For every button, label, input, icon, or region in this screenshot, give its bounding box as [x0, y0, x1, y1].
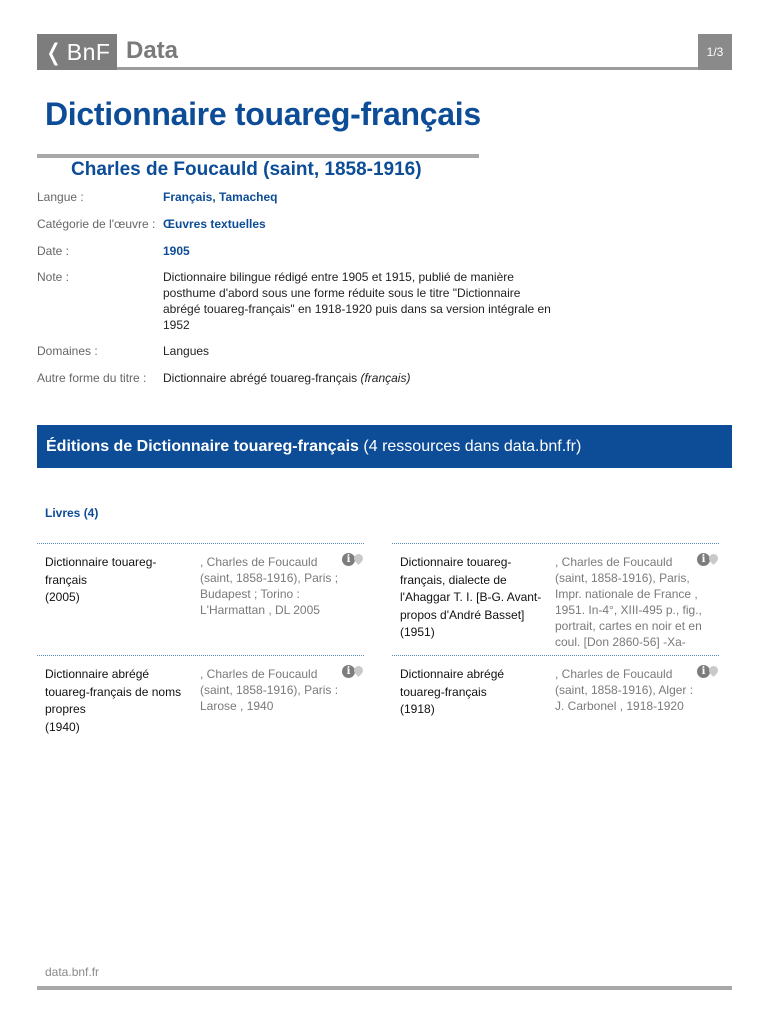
edition-year: (1918) — [400, 702, 435, 716]
bnf-logo-bracket: ❬ — [44, 39, 64, 65]
edition-card[interactable] — [37, 655, 364, 745]
categorie-link[interactable]: Œuvres textuelles — [163, 217, 266, 231]
edition-title-text: Dictionnaire abrégé touareg-français de noms propres — [45, 667, 182, 716]
edition-icons — [342, 553, 364, 567]
bnf-logo[interactable] — [37, 34, 117, 70]
title-divider — [37, 154, 479, 158]
editions-banner-count: (4 ressources dans data.bnf.fr) — [358, 438, 582, 455]
edition-title-text: Dictionnaire touareg-français, dialecte de l'Ahaggar T. I. [B-G. Avant-propos d'André Basset] — [400, 555, 542, 622]
edition-info: , Charles de Foucauld (saint, 1858-1916), Alger : J. Carbonel , 1918-1920 — [555, 667, 694, 713]
autre-titre-lang: (français) — [360, 371, 411, 385]
location-pin-icon[interactable] — [707, 664, 720, 677]
langue-tamacheq-link[interactable]: Tamacheq — [219, 190, 278, 204]
data-label: Data — [126, 37, 179, 64]
edition-icons — [342, 665, 364, 679]
langue-separator: , — [212, 190, 220, 204]
livres-heading[interactable]: Livres (4) — [45, 506, 99, 520]
edition-title[interactable] — [400, 666, 548, 719]
langue-francais-link[interactable]: Français — [163, 190, 213, 204]
info-icon[interactable]: i — [697, 553, 710, 566]
meta-categorie-label: Catégorie de l'œuvre : — [37, 217, 156, 231]
page-title: Dictionnaire touareg-français — [45, 96, 481, 132]
edition-info: , Charles de Foucauld (saint, 1858-1916), Paris : Larose , 1940 — [200, 667, 339, 713]
edition-info: , Charles de Foucauld (saint, 1858-1916), Paris ; Budapest ; Torino : L'Harmattan , DL 2005 — [200, 555, 339, 617]
bnf-logo-text: BnF — [66, 39, 111, 65]
edition-card[interactable] — [37, 543, 364, 653]
location-pin-icon[interactable] — [352, 552, 365, 565]
meta-date-label: Date : — [37, 244, 70, 258]
editions-banner — [37, 425, 732, 468]
info-icon[interactable]: i — [697, 665, 710, 678]
edition-year: (1951) — [400, 625, 435, 639]
info-icon[interactable]: i — [342, 665, 355, 678]
meta-domaines-value: Langues — [163, 344, 210, 358]
meta-langue-value — [163, 189, 563, 205]
edition-icons — [697, 665, 719, 679]
edition-title-text: Dictionnaire touareg-français — [45, 555, 157, 587]
edition-title-text: Dictionnaire abrégé touareg-français — [400, 667, 505, 699]
edition-year: (2005) — [45, 590, 80, 604]
edition-card[interactable] — [392, 543, 719, 653]
edition-title[interactable] — [400, 554, 548, 642]
meta-autre-label: Autre forme du titre : — [37, 371, 147, 385]
location-pin-icon[interactable] — [707, 552, 720, 565]
edition-card[interactable] — [392, 655, 719, 745]
info-icon[interactable]: i — [342, 553, 355, 566]
edition-title[interactable] — [45, 666, 193, 736]
edition-info: , Charles de Foucauld (saint, 1858-1916), Paris, Impr. nationale de France , 1951. In-4°, XIII-495 p., fig., portrait, cartes en noir et en coul. [Don 2860-56] -Xa- — [555, 555, 702, 649]
edition-year: (1940) — [45, 719, 80, 734]
meta-langue-label: Langue : — [37, 190, 84, 204]
edition-title[interactable] — [45, 554, 193, 607]
page-indicator: 1/3 — [698, 34, 732, 70]
editions-banner-title: Éditions de Dictionnaire touareg-français — [46, 438, 359, 455]
location-pin-icon[interactable] — [352, 664, 365, 677]
date-link[interactable]: 1905 — [163, 244, 190, 258]
footer-divider — [37, 986, 732, 990]
autre-titre-value: Dictionnaire abrégé touareg-français — [163, 371, 358, 385]
meta-domaines-label: Domaines : — [37, 344, 98, 358]
footer-site-link[interactable]: data.bnf.fr — [45, 965, 100, 979]
meta-note-value: Dictionnaire bilingue rédigé entre 1905 et 1915, publié de manière posthume d'abord sous une forme réduite sous le titre "Dictionnaire abrégé touareg-français" en 1918-1920 puis dans sa version intégrale en 1952 — [163, 270, 551, 332]
meta-note-label: Note : — [37, 270, 70, 284]
site-header — [37, 34, 732, 70]
author-link[interactable]: Charles de Foucauld (saint, 1858-1916) — [71, 159, 422, 180]
edition-icons — [697, 553, 719, 567]
